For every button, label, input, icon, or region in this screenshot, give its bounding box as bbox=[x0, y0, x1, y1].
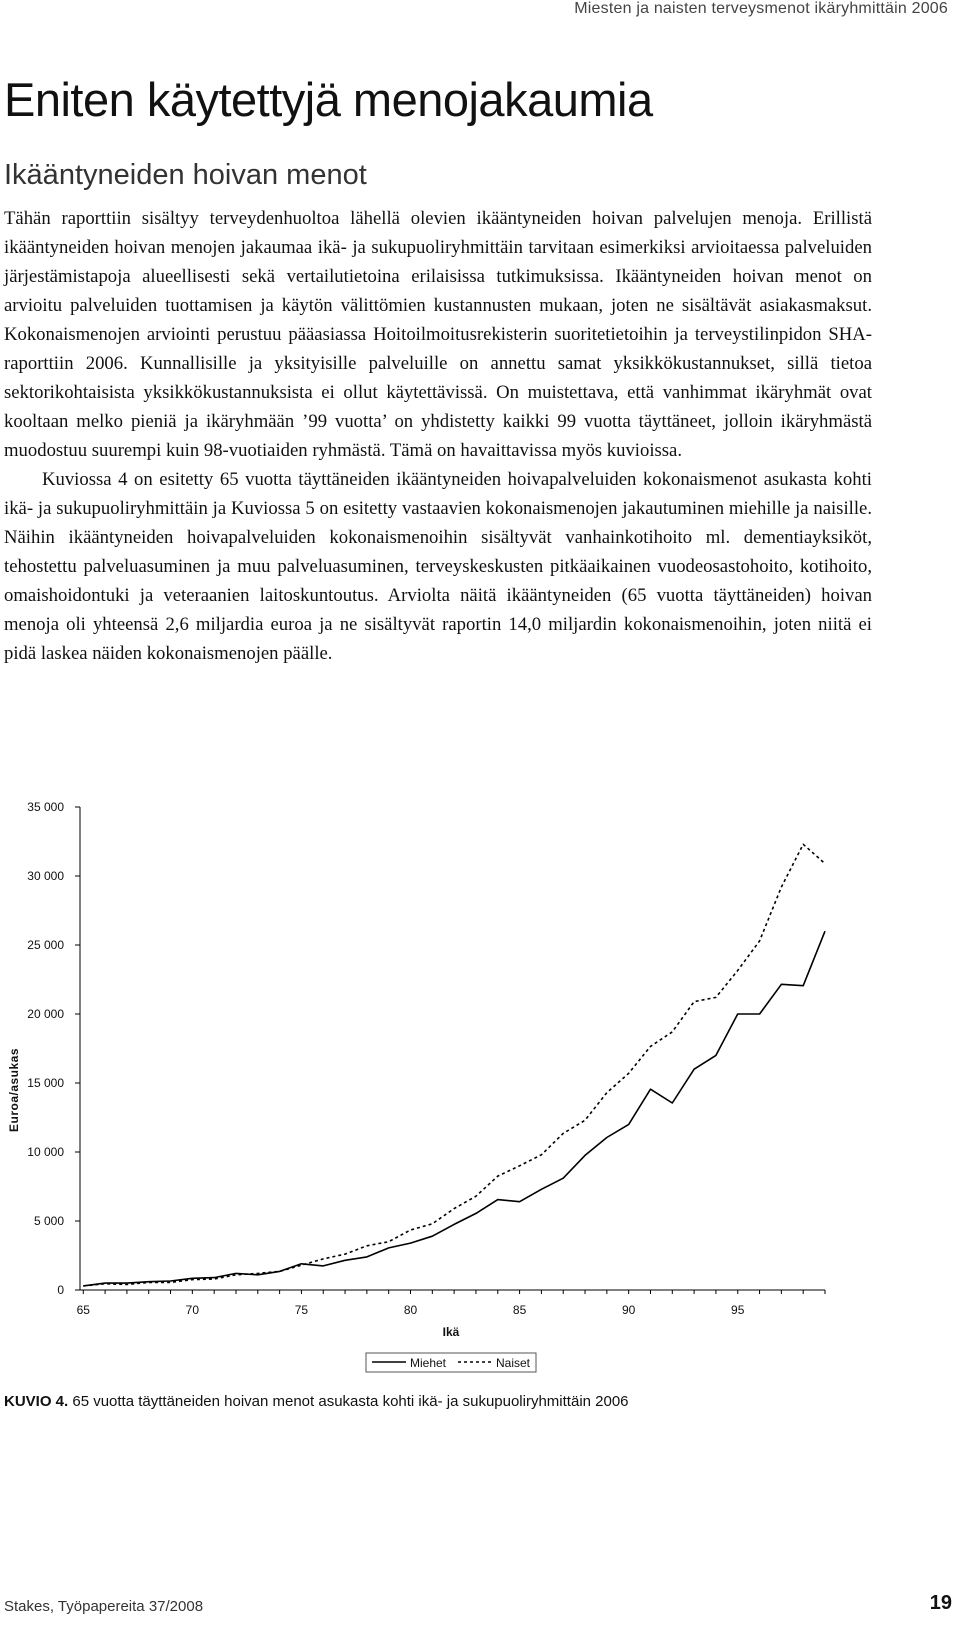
legend-label-miehet: Miehet bbox=[410, 1356, 447, 1370]
series-group bbox=[83, 844, 825, 1286]
y-tick-label: 35 000 bbox=[27, 800, 64, 814]
page-number: 19 bbox=[929, 1592, 952, 1614]
x-tick-label: 75 bbox=[294, 1303, 309, 1317]
y-tick-label: 30 000 bbox=[27, 869, 64, 883]
x-tick-label: 85 bbox=[512, 1303, 527, 1317]
paragraph: Tähän raporttiin sisältyy terveydenhuoltoa lähellä olevien ikääntyneiden hoivan palvelujen menoja. Erillistä ikääntyneiden hoivan menojen jakaumaa ikä- ja sukupuoliryhmittäin tarvitaan esimerkiksi arvioitaessa palveluiden järjestämistapoja alueellisesti sekä vertailutietoina erilaisissa tutkimuksissa. Ikääntyneiden hoivan menot on arvioitu palveluiden tuottamisen ja käytön välittömien kustannusten mukaan, joten ne sisältävät asiakasmaksut. Kokonaismenojen arviointi perustuu pääasiassa Hoitoilmoitusrekisterin suoritetietoihin ja terveystilinpidon SHA-raporttiin 2006. Kunnallisille ja yksityisille palveluille on annettu samat yksikkökustannukset, sillä tietoa sektorikohtaisista yksikkökustannuksista ei ollut käytettävissä. On muistettava, että vanhimmat ikäryhmät ovat kooltaan melko pieniä ja ikäryhmään ’99 vuotta’ on yhdistetty kaikki 99 vuotta täyttäneet, jolloin ikäryhmästä muodostuu suurempi kuin 98-vuotiaiden ryhmästä. Tämä on havaittavissa myös kuvioissa. bbox=[4, 208, 872, 461]
footer-publication: Stakes, Työpapereita 37/2008 bbox=[4, 1598, 204, 1615]
running-header: Miesten ja naisten terveysmenot ikäryhmittäin 2006 bbox=[574, 0, 948, 17]
line-chart bbox=[0, 790, 960, 1390]
caption-text: 65 vuotta täyttäneiden hoivan menot asukasta kohti ikä- ja sukupuoliryhmittäin 2006 bbox=[68, 1393, 629, 1410]
x-tick-label: 90 bbox=[621, 1303, 636, 1317]
legend-label-naiset: Naiset bbox=[496, 1356, 531, 1370]
y-tick-label: 25 000 bbox=[27, 938, 64, 952]
x-axis-label: Ikä bbox=[442, 1325, 460, 1339]
series-line-naiset bbox=[83, 844, 825, 1286]
figure-caption bbox=[4, 1393, 629, 1410]
y-tick-label: 20 000 bbox=[27, 1007, 64, 1021]
legend bbox=[366, 1353, 536, 1372]
series-line-miehet bbox=[83, 931, 825, 1286]
y-tick-label: 15 000 bbox=[27, 1076, 64, 1090]
body-text bbox=[4, 204, 872, 668]
x-tick-label: 80 bbox=[403, 1303, 418, 1317]
caption-label: KUVIO 4. bbox=[4, 1393, 69, 1410]
y-tick-label: 10 000 bbox=[27, 1145, 64, 1159]
section-heading: Ikääntyneiden hoivan menot bbox=[4, 159, 367, 191]
x-tick-label: 70 bbox=[185, 1303, 200, 1317]
y-axis-label: Euroa/asukas bbox=[7, 1047, 21, 1133]
page-title: Eniten käytettyjä menojakaumia bbox=[4, 73, 653, 126]
y-tick-label: 0 bbox=[57, 1283, 64, 1297]
paragraph: Kuviossa 4 on esitetty 65 vuotta täyttäneiden ikääntyneiden hoivapalveluiden kokonaismenot asukasta kohti ikä- ja sukupuoliryhmittäin ja Kuviossa 5 on esitetty vastaavien kokonaismenojen jakautuminen miehille ja naisille. Näihin ikääntyneiden hoivapalveluiden kokonaismenoihin sisältyvät vanhainkotihoito ml. dementiayksiköt, tehostettu palveluasuminen ja muu palveluasuminen, terveyskeskusten pitkäaikainen vuodeosastohoito, kotihoito, omaishoidontuki ja veteraanien laitoskuntoutus. Arviolta näitä ikääntyneiden (65 vuotta täyttäneiden) hoivan menoja oli yhteensä 2,6 miljardia euroa ja ne sisältyvät raportin 14,0 miljardin kokonaismenoihin, joten niitä ei pidä laskea näiden kokonaismenojen päälle. bbox=[4, 469, 872, 664]
x-tick-label: 95 bbox=[731, 1303, 745, 1317]
x-tick-label: 65 bbox=[76, 1303, 90, 1317]
y-axis bbox=[27, 800, 80, 1297]
y-tick-label: 5 000 bbox=[33, 1214, 64, 1228]
x-axis bbox=[77, 1290, 825, 1317]
